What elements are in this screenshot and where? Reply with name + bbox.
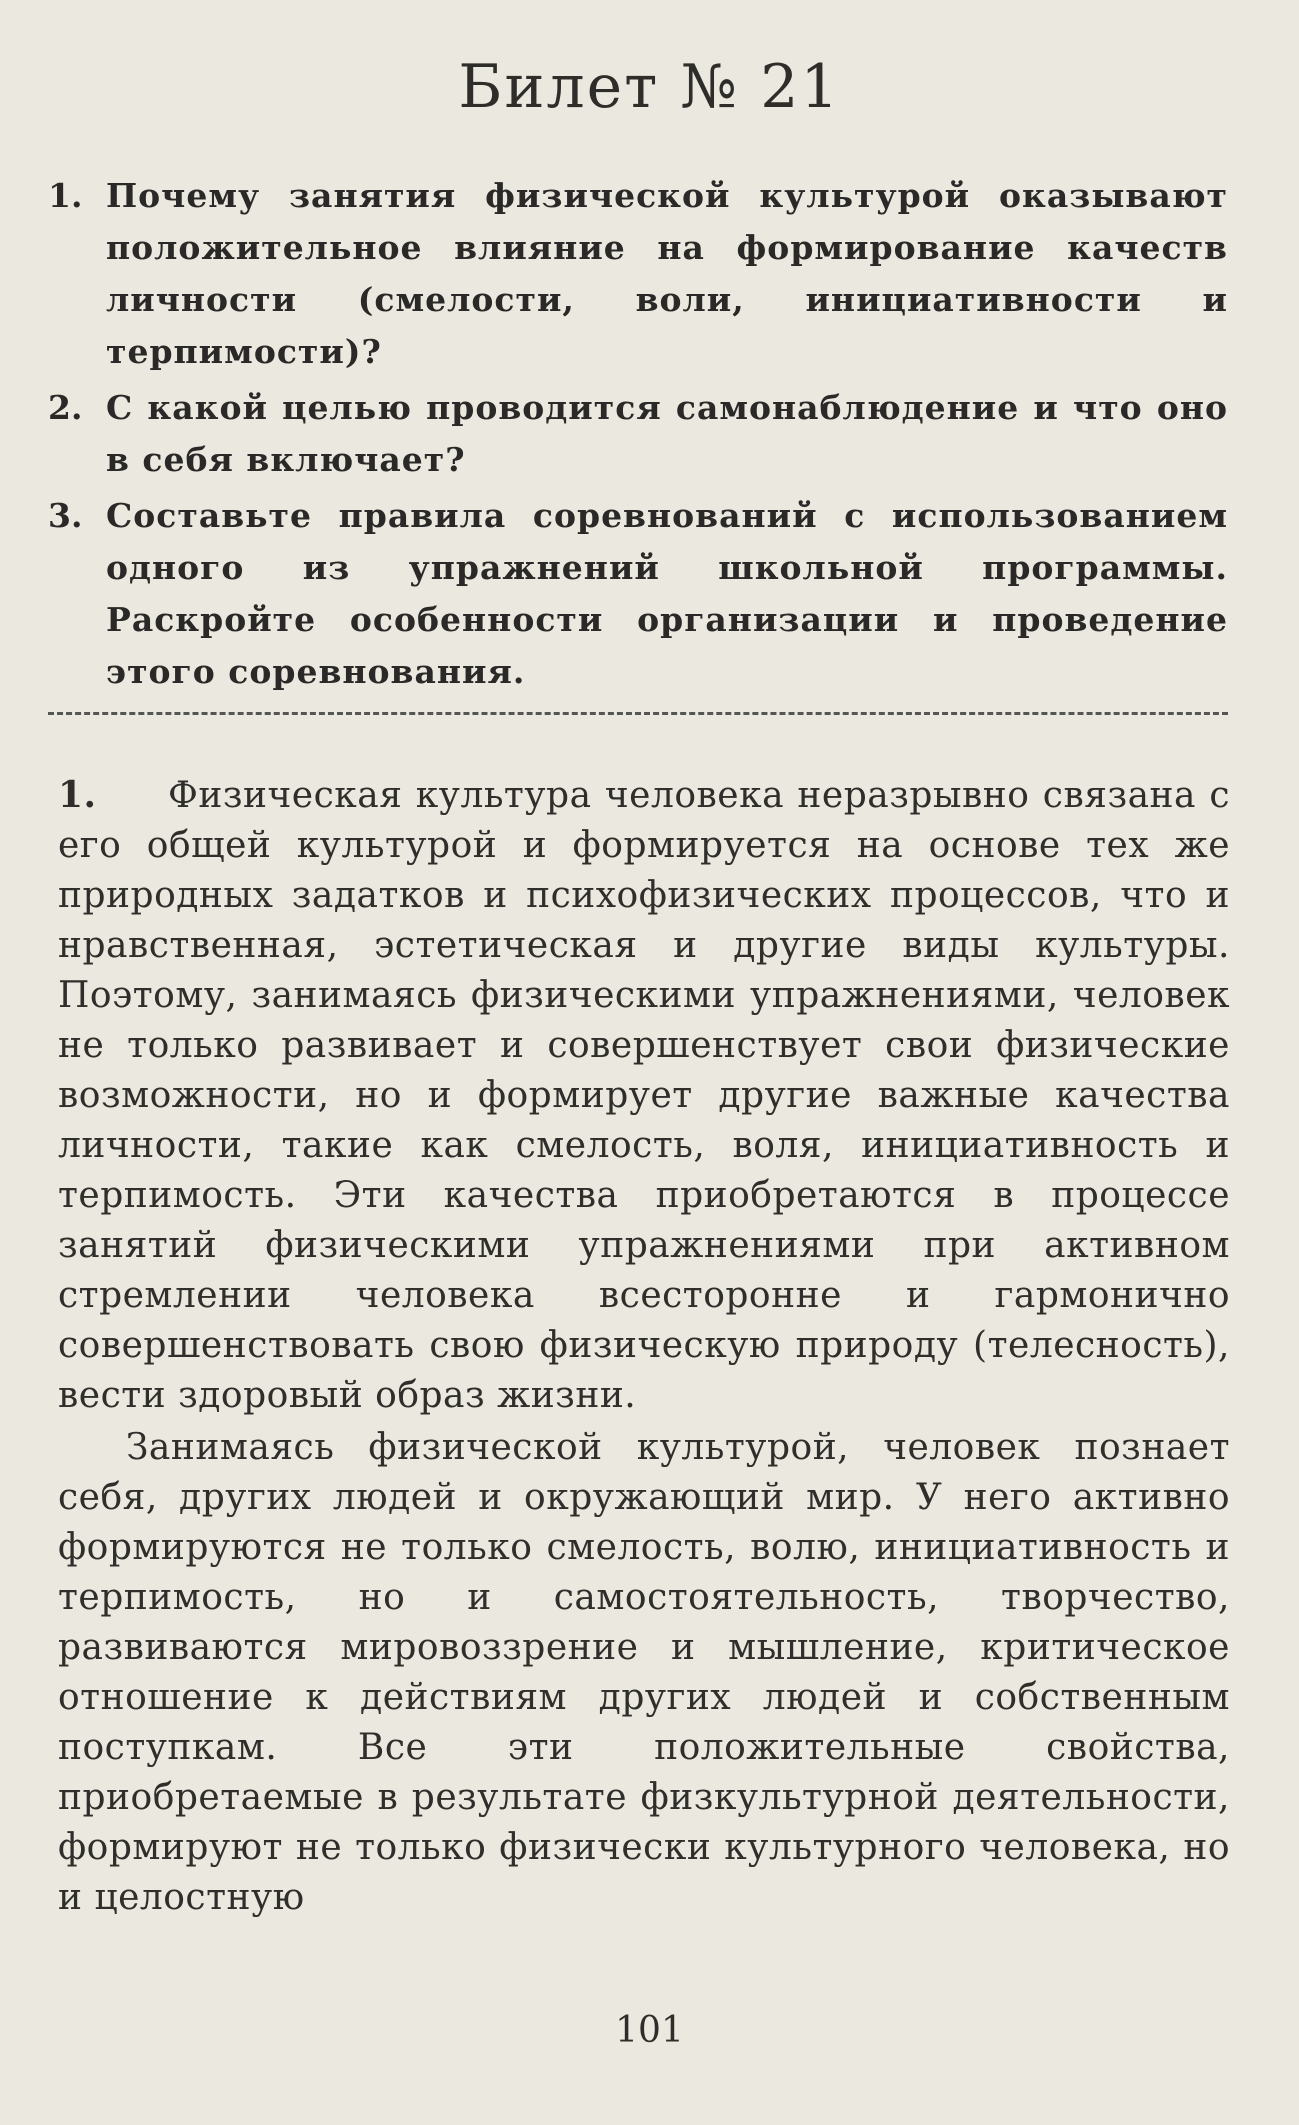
answer-section: [58, 770, 1230, 1923]
question-text: С какой целью проводится самонаблюдение и что оно в себя включает?: [106, 388, 1228, 479]
question-number: 3.: [48, 496, 83, 535]
answer-paragraph: Занимаясь физической культурой, человек познает себя, других людей и окружающий мир. У него активно формируются не только смелость, волю, инициативность и терпимость, но и самостоятельность, творчество, развиваются мировоззрение и мышление, критическое отношение к действиям других людей и собственным поступкам. Все эти положительные свойства, приобретаемые в результате физкультурной деятельности, формируют не только физически культурного человека, но и целостную: [58, 1427, 1230, 1918]
question-item: [48, 382, 1228, 486]
questions-list: [48, 170, 1228, 702]
question-text: Почему занятия физической культурой оказывают положительное влияние на формирование качеств личности (смелости, воли, инициативности и терпимости)?: [106, 176, 1228, 371]
dashed-divider: [48, 712, 1228, 715]
question-number: 1.: [48, 176, 83, 215]
question-item: [48, 490, 1228, 698]
ticket-title: Билет № 21: [458, 52, 841, 122]
question-text: Составьте правила соревнований с использованием одного из упражнений школьной программы. Раскройте особенности организации и проведение этого соревнования.: [106, 496, 1228, 691]
page-number: 101: [615, 2010, 684, 2051]
question-number: 2.: [48, 388, 83, 427]
answer-paragraph: [58, 770, 1230, 1421]
answer-paragraph-text: Физическая культура человека неразрывно связана с его общей культурой и формируется на основе тех же природных задатков и психофизических процессов, что и нравственная, эстетическая и другие виды культуры. Поэтому, занимаясь физическими упражнениями, человек не только развивает и совершенствует свои физические возможности, но и формирует другие важные качества личности, такие как смелость, воля, инициативность и терпимость. Эти качества приобретаются в процессе занятий физическими упражнениями при активном стремлении человека всесторонне и гармонично совершенствовать свою физическую природу (телесность), вести здоровый образ жизни.: [58, 775, 1230, 1416]
answer-number: 1.: [58, 774, 97, 816]
question-item: [48, 170, 1228, 378]
